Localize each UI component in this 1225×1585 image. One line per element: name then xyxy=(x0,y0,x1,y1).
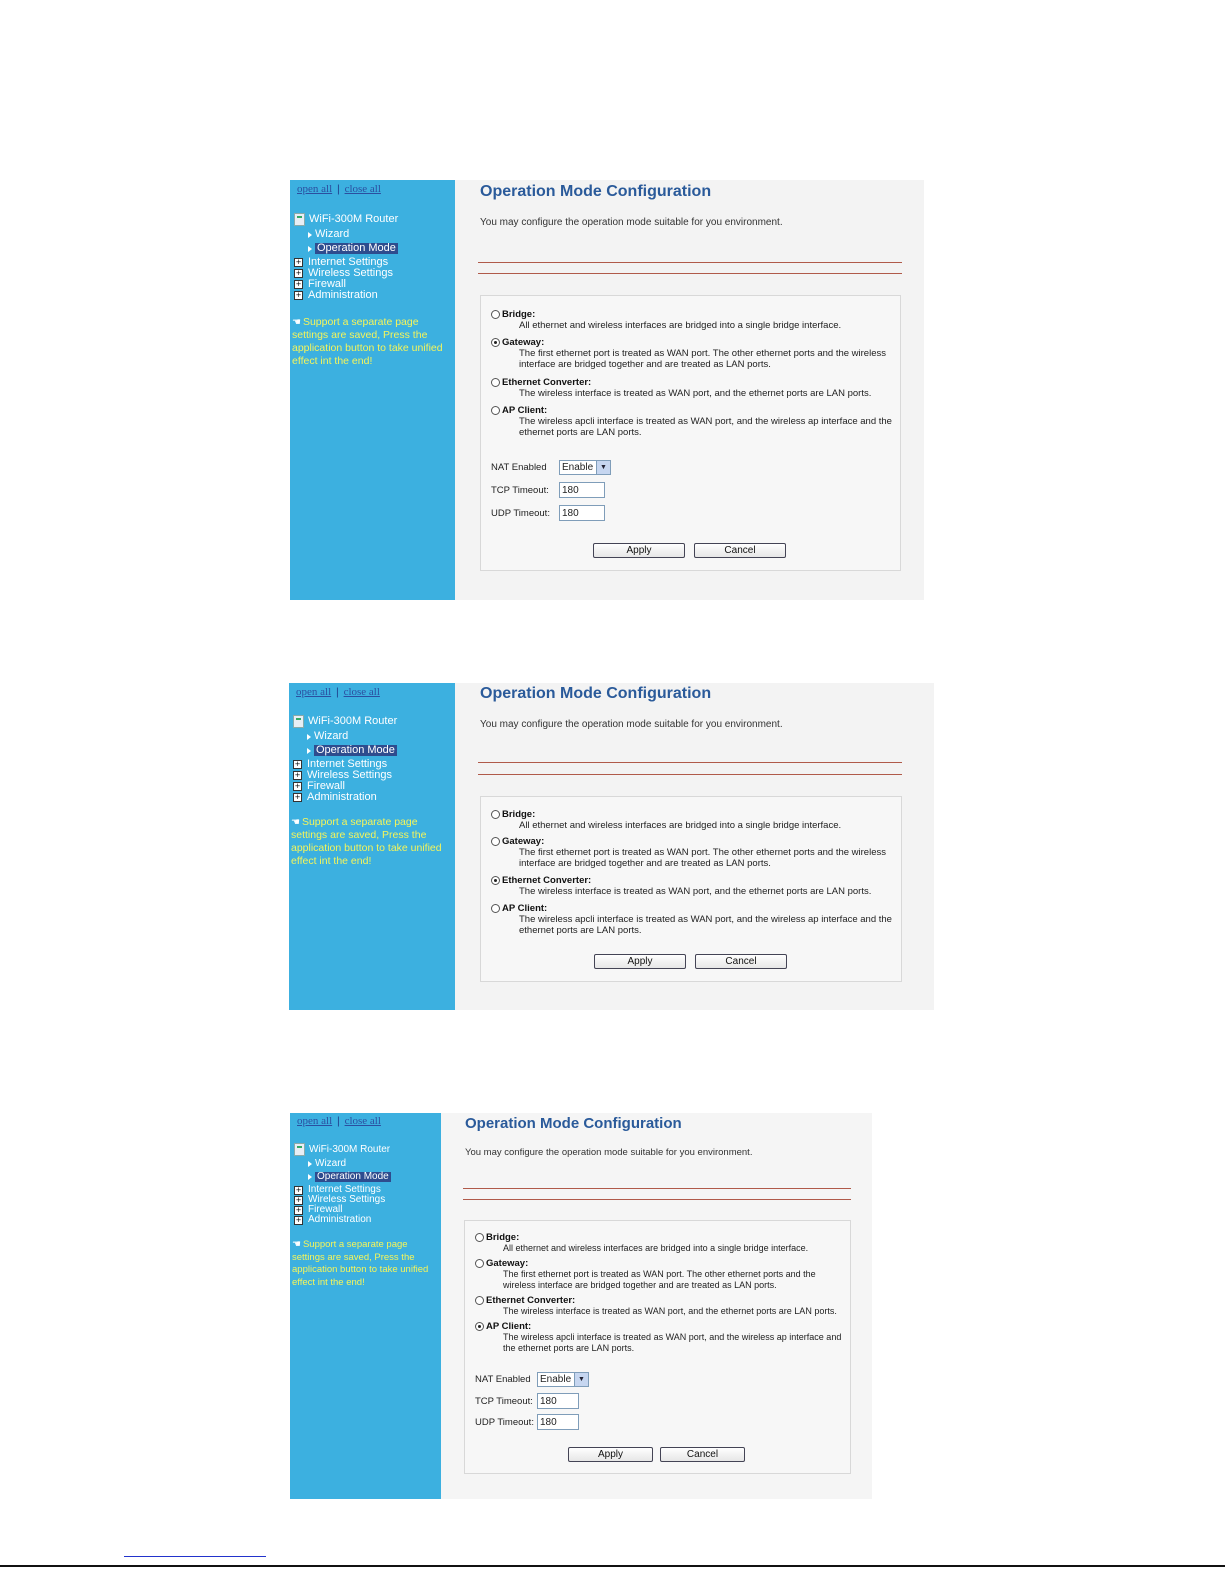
nav-group-label: Administration xyxy=(308,1214,372,1225)
cancel-button[interactable]: Cancel xyxy=(694,543,786,558)
page-title: Operation Mode Configuration xyxy=(465,1115,682,1132)
nav-group-label: Firewall xyxy=(308,1204,343,1215)
nav-item-label: Wizard xyxy=(314,730,349,742)
nav-item-operation-mode[interactable] xyxy=(308,243,398,254)
mode-panel xyxy=(480,295,901,571)
tcp-timeout-input[interactable]: 180 xyxy=(537,1393,579,1409)
mode-panel xyxy=(480,796,902,982)
hand-icon: ☚ xyxy=(291,817,300,828)
option-label: Ethernet Converter: xyxy=(486,1295,576,1306)
radio-bridge[interactable] xyxy=(491,310,500,319)
radio-gateway[interactable] xyxy=(491,338,500,347)
udp-timeout-label: UDP Timeout: xyxy=(475,1416,534,1428)
option-label: Bridge: xyxy=(502,809,536,820)
nav-item-wizard[interactable] xyxy=(308,229,398,240)
tree-toggle-links xyxy=(297,183,381,195)
nav-root[interactable] xyxy=(294,213,398,226)
nav-tree xyxy=(294,213,398,301)
radio-bridge[interactable] xyxy=(475,1233,484,1242)
plus-icon: + xyxy=(295,1205,302,1214)
main-content xyxy=(441,1113,872,1499)
nat-enabled-label: NAT Enabled xyxy=(475,1374,531,1385)
nav-group-label: Firewall xyxy=(307,780,345,792)
link-separator: | xyxy=(336,686,339,698)
save-note-text: Support a separate page settings are saved, Press the application button to take unified effect int the end! xyxy=(292,1239,429,1288)
page-intro: You may configure the operation mode suitable for you environment. xyxy=(465,1147,753,1158)
screenshot-ethernet-converter xyxy=(289,683,934,1010)
tcp-timeout-label: TCP Timeout: xyxy=(475,1395,533,1407)
udp-timeout-input[interactable]: 180 xyxy=(537,1414,579,1430)
close-all-link[interactable]: close all xyxy=(343,686,380,698)
hand-icon: ☚ xyxy=(292,1239,301,1250)
nat-enabled-value: Enable xyxy=(562,462,594,473)
nav-item-label: Operation Mode xyxy=(316,744,395,756)
mode-panel xyxy=(464,1220,851,1474)
divider xyxy=(478,762,902,763)
udp-timeout-label: UDP Timeout: xyxy=(491,507,550,519)
apply-button[interactable]: Apply xyxy=(593,543,685,558)
plus-icon: + xyxy=(295,258,302,266)
arrow-icon xyxy=(307,734,311,740)
tcp-timeout-input[interactable]: 180 xyxy=(559,482,605,498)
nav-root-label: WiFi-300M Router xyxy=(309,1143,391,1155)
option-desc: The first ethernet port is treated as WAN port. The other ethernet ports and the wireless interface are bridged together and are treated as LAN ports. xyxy=(519,348,886,370)
option-desc: The wireless interface is treated as WAN port, and the ethernet ports are LAN ports. xyxy=(519,886,872,897)
save-note xyxy=(292,1239,434,1289)
arrow-icon xyxy=(308,246,312,252)
nat-enabled-label: NAT Enabled xyxy=(491,462,547,473)
option-ethernet-converter xyxy=(491,875,894,897)
plus-icon: + xyxy=(294,793,301,801)
option-ap-client xyxy=(491,405,894,438)
apply-button[interactable]: Apply xyxy=(594,954,686,969)
main-content xyxy=(455,683,934,1010)
nav-root-label: WiFi-300M Router xyxy=(308,715,398,727)
router-icon xyxy=(294,213,305,226)
divider xyxy=(463,1199,851,1200)
divider xyxy=(478,273,902,274)
page-title: Operation Mode Configuration xyxy=(480,685,712,702)
save-note xyxy=(292,316,447,368)
option-bridge xyxy=(475,1232,848,1254)
nat-enabled-value: Enable xyxy=(540,1374,572,1385)
nav-group-label: Internet Settings xyxy=(308,1184,381,1195)
nav-item-wizard[interactable] xyxy=(307,731,397,742)
nat-enabled-row xyxy=(491,460,611,475)
option-desc: All ethernet and wireless interfaces are bridged into a single bridge interface. xyxy=(519,320,842,331)
cancel-button[interactable]: Cancel xyxy=(695,954,787,969)
page-bottom-rule xyxy=(0,1565,1225,1567)
option-gateway xyxy=(491,337,894,370)
nav-group-label: Internet Settings xyxy=(308,256,389,268)
nav-item-label: Operation Mode xyxy=(317,242,396,254)
option-label: Gateway: xyxy=(502,337,545,348)
nav-item-label: Wizard xyxy=(315,1158,347,1169)
save-note-text: Support a separate page settings are saved, Press the application button to take unified effect int the end! xyxy=(291,816,442,867)
tcp-timeout-row xyxy=(475,1393,579,1409)
udp-timeout-input[interactable]: 180 xyxy=(559,505,605,521)
apply-button[interactable]: Apply xyxy=(568,1447,653,1462)
nav-item-label: Wizard xyxy=(315,228,350,240)
nav-item-label: Operation Mode xyxy=(317,1171,389,1182)
sidebar xyxy=(289,683,455,1010)
nav-tree xyxy=(294,1143,391,1225)
option-ap-client xyxy=(491,903,894,936)
nav-group-administration[interactable] xyxy=(293,792,397,803)
nav-group-label: Firewall xyxy=(308,278,346,290)
tcp-timeout-row xyxy=(491,482,605,498)
divider xyxy=(463,1188,851,1189)
router-icon xyxy=(293,715,304,728)
option-desc: The wireless interface is treated as WAN port, and the ethernet ports are LAN ports. xyxy=(519,388,872,399)
option-desc: The first ethernet port is treated as WAN port. The other ethernet ports and the wireless interface are bridged together and are treated as LAN ports. xyxy=(519,847,886,869)
open-all-link[interactable]: open all xyxy=(297,183,333,195)
chevron-down-icon[interactable]: ▼ xyxy=(596,461,610,474)
option-desc: All ethernet and wireless interfaces are bridged into a single bridge interface. xyxy=(503,1243,809,1253)
option-ap-client xyxy=(475,1321,848,1353)
plus-icon: + xyxy=(295,291,302,299)
arrow-icon xyxy=(307,748,311,754)
hand-icon: ☚ xyxy=(292,317,301,328)
udp-timeout-row xyxy=(491,505,605,521)
option-gateway xyxy=(491,836,894,869)
nav-group-label: Administration xyxy=(308,289,378,301)
plus-icon: + xyxy=(295,1215,302,1224)
option-desc: The first ethernet port is treated as WAN port. The other ethernet ports and the wireless interface are bridged together and are treated as LAN ports. xyxy=(503,1269,816,1290)
nav-root[interactable] xyxy=(293,715,397,728)
tcp-timeout-label: TCP Timeout: xyxy=(491,484,549,496)
radio-bridge[interactable] xyxy=(491,810,500,819)
nat-enabled-row xyxy=(475,1372,589,1387)
option-label: Gateway: xyxy=(486,1258,529,1269)
option-desc: All ethernet and wireless interfaces are bridged into a single bridge interface. xyxy=(519,820,842,831)
option-label: Bridge: xyxy=(502,309,536,320)
option-ethernet-converter xyxy=(491,377,894,399)
nav-item-operation-mode[interactable] xyxy=(307,745,397,756)
arrow-icon xyxy=(308,1161,312,1167)
radio-ap-client[interactable] xyxy=(491,904,500,913)
nav-tree xyxy=(293,715,397,803)
option-label: AP Client: xyxy=(502,903,548,914)
nav-group-label: Wireless Settings xyxy=(308,1194,386,1205)
option-desc: The wireless apcli interface is treated as WAN port, and the wireless ap interface and the ethernet ports are LAN ports. xyxy=(519,914,892,936)
option-label: Ethernet Converter: xyxy=(502,377,592,388)
plus-icon: + xyxy=(295,1185,302,1194)
plus-icon: + xyxy=(295,280,302,288)
main-content xyxy=(455,180,924,600)
page-intro: You may configure the operation mode suitable for you environment. xyxy=(480,217,783,228)
save-note xyxy=(291,816,446,868)
footer-link-underline xyxy=(124,1556,266,1557)
plus-icon: + xyxy=(295,1195,302,1204)
option-desc: The wireless interface is treated as WAN port, and the ethernet ports are LAN ports. xyxy=(503,1306,837,1316)
nav-root-label: WiFi-300M Router xyxy=(309,213,399,225)
tree-toggle-links xyxy=(296,686,380,698)
radio-ap-client[interactable] xyxy=(475,1322,484,1331)
radio-ethernet-converter[interactable] xyxy=(475,1296,484,1305)
link-separator: | xyxy=(337,183,340,195)
option-gateway xyxy=(475,1258,848,1290)
option-label: Bridge: xyxy=(486,1232,520,1243)
nav-group-label: Wireless Settings xyxy=(307,769,392,781)
radio-gateway[interactable] xyxy=(491,837,500,846)
nat-enabled-select[interactable] xyxy=(559,460,611,475)
sidebar xyxy=(290,180,455,600)
screenshot-gateway xyxy=(290,180,924,600)
nav-root[interactable] xyxy=(294,1143,391,1156)
option-desc: The wireless apcli interface is treated as WAN port, and the wireless ap interface and the ethernet ports are LAN ports. xyxy=(519,416,892,438)
option-desc: The wireless apcli interface is treated as WAN port, and the wireless ap interface and the ethernet ports are LAN ports. xyxy=(503,1332,842,1353)
router-icon xyxy=(294,1143,305,1156)
plus-icon: + xyxy=(294,760,301,768)
option-ethernet-converter xyxy=(475,1295,848,1317)
nav-group-label: Administration xyxy=(307,791,377,803)
chevron-down-icon[interactable]: ▼ xyxy=(574,1373,588,1386)
arrow-icon xyxy=(308,1174,312,1180)
nav-item-wizard[interactable] xyxy=(308,1159,391,1169)
option-label: AP Client: xyxy=(486,1321,532,1332)
udp-timeout-row xyxy=(475,1414,579,1430)
divider xyxy=(478,262,902,263)
option-label: Ethernet Converter: xyxy=(502,875,592,886)
open-all-link[interactable]: open all xyxy=(297,1115,333,1127)
divider xyxy=(478,774,902,775)
page-intro: You may configure the operation mode suitable for you environment. xyxy=(480,719,783,730)
option-label: AP Client: xyxy=(502,405,548,416)
option-label: Gateway: xyxy=(502,836,545,847)
nav-group-administration[interactable] xyxy=(294,1215,391,1225)
open-all-link[interactable]: open all xyxy=(296,686,332,698)
option-bridge xyxy=(491,809,894,831)
nav-group-administration[interactable] xyxy=(294,290,398,301)
option-bridge xyxy=(491,309,894,331)
close-all-link[interactable]: close all xyxy=(344,183,381,195)
arrow-icon xyxy=(308,232,312,238)
plus-icon: + xyxy=(294,771,301,779)
cancel-button[interactable]: Cancel xyxy=(660,1447,745,1462)
nat-enabled-select[interactable] xyxy=(537,1372,589,1387)
nav-group-label: Internet Settings xyxy=(307,758,388,770)
nav-item-operation-mode[interactable] xyxy=(308,1172,391,1182)
radio-gateway[interactable] xyxy=(475,1259,484,1268)
save-note-text: Support a separate page settings are saved, Press the application button to take unified effect int the end! xyxy=(292,316,443,367)
link-separator: | xyxy=(337,1115,340,1127)
sidebar xyxy=(290,1113,441,1499)
plus-icon: + xyxy=(294,782,301,790)
screenshot-ap-client xyxy=(290,1113,872,1499)
radio-ethernet-converter[interactable] xyxy=(491,876,500,885)
radio-ap-client[interactable] xyxy=(491,406,500,415)
radio-ethernet-converter[interactable] xyxy=(491,378,500,387)
nav-group-label: Wireless Settings xyxy=(308,267,393,279)
close-all-link[interactable]: close all xyxy=(344,1115,381,1127)
tree-toggle-links xyxy=(297,1115,381,1127)
plus-icon: + xyxy=(295,269,302,277)
page-title: Operation Mode Configuration xyxy=(480,183,712,200)
